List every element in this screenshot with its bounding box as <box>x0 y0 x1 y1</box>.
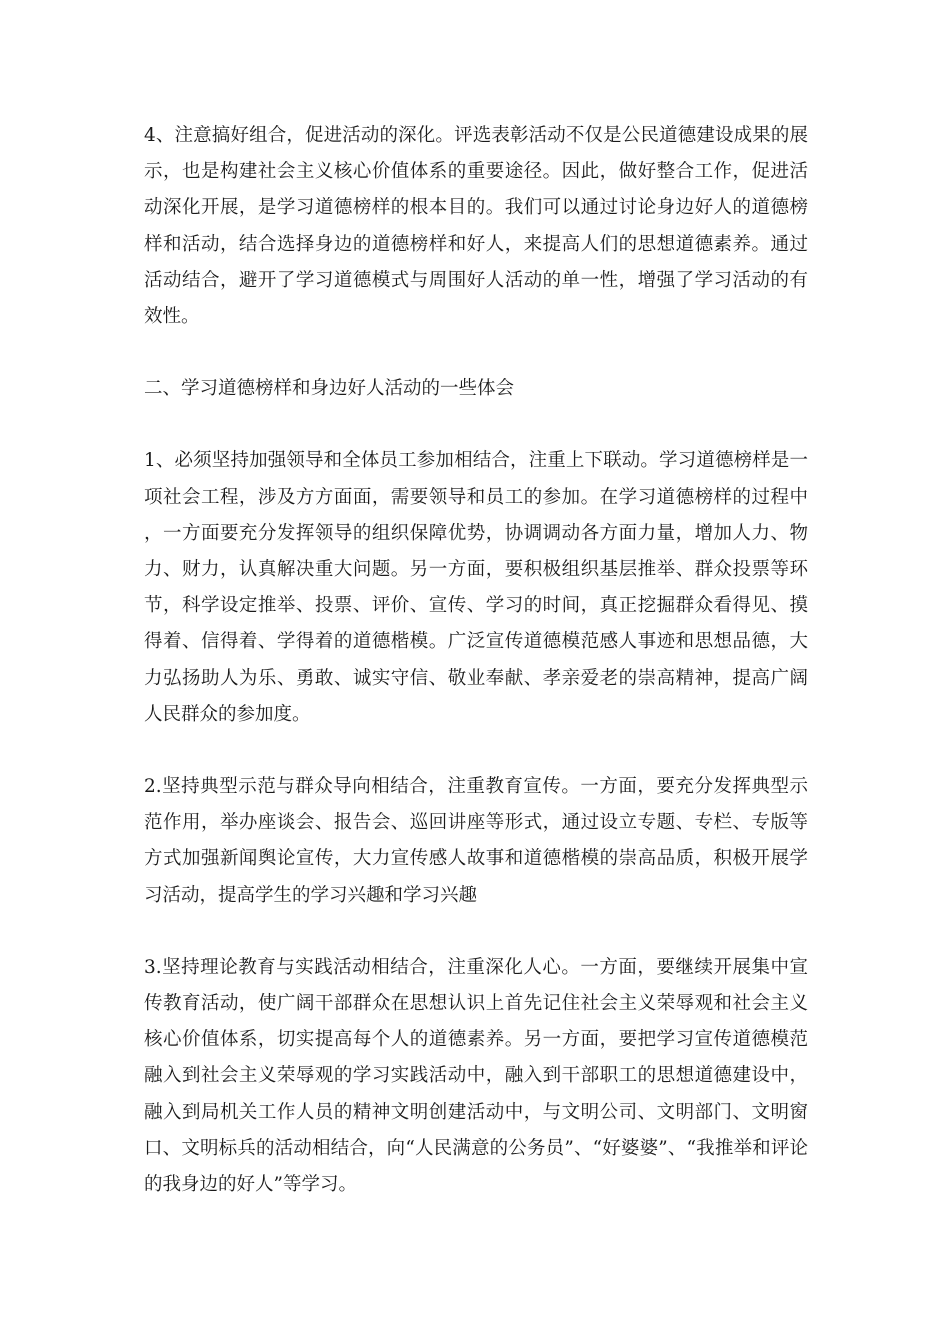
paragraph-point-4: 4、注意搞好组合，促进活动的深化。评选表彰活动不仅是公民道德建设成果的展示，也是构建社会主义核心价值体系的重要途径。因此，做好整合工作，促进活动深化开展，是学习道德榜样的根本目的。我们可以通过讨论身边好人的道德榜样和活动，结合选择身边的道德榜样和好人，来提高人们的思想道德素养。通过活动结合，避开了学习道德模式与周围好人活动的单一性，增强了学习活动的有效性。 <box>144 125 808 328</box>
paragraph-point-1: 1、必须坚持加强领导和全体员工参加相结合，注重上下联动。学习道德榜样是一项社会工程，涉及方方面面，需要领导和员工的参加。在学习道德榜样的过程中，一方面要充分发挥领导的组织保障优势，协调调动各方面力量，增加人力、物力、财力，认真解决重大问题。另一方面，要积极组织基层推举、群众投票等环节，科学设定推举、投票、评价、宣传、学习的时间，真正挖掘群众看得见、摸得着、信得着、学得着的道德楷模。广泛宣传道德模范感人事迹和思想品德，大力弘扬助人为乐、勇敢、诚实守信、敬业奉献、孝亲爱老的崇高精神，提高广阔人民群众的参加度。 <box>144 450 808 725</box>
document-body <box>144 118 808 1239</box>
section-heading-2: 二、学习道德榜样和身边好人活动的一些体会 <box>144 378 515 400</box>
paragraph-point-3: 3.坚持理论教育与实践活动相结合，注重深化人心。一方面，要继续开展集中宣传教育活动，使广阔干部群众在思想认识上首先记住社会主义荣辱观和社会主义核心价值体系，切实提高每个人的道德素养。另一方面，要把学习宣传道德模范融入到社会主义荣辱观的学习实践活动中，融入到干部职工的思想道德建设中，融入到局机关工作人员的精神文明创建活动中，与文明公司、文明部门、文明窗口、文明标兵的活动相结合，向“人民满意的公务员”、“好婆婆”、“我推举和评论的我身边的好人”等学习。 <box>144 956 808 1196</box>
paragraph-point-2: 2.坚持典型示范与群众导向相结合，注重教育宣传。一方面，要充分发挥典型示范作用，举办座谈会、报告会、巡回讲座等形式，通过设立专题、专栏、专版等方式加强新闻舆论宣传，大力宣传感人故事和道德楷模的崇高品质，积极开展学习活动，提高学生的学习兴趣和学习兴趣 <box>144 776 808 906</box>
